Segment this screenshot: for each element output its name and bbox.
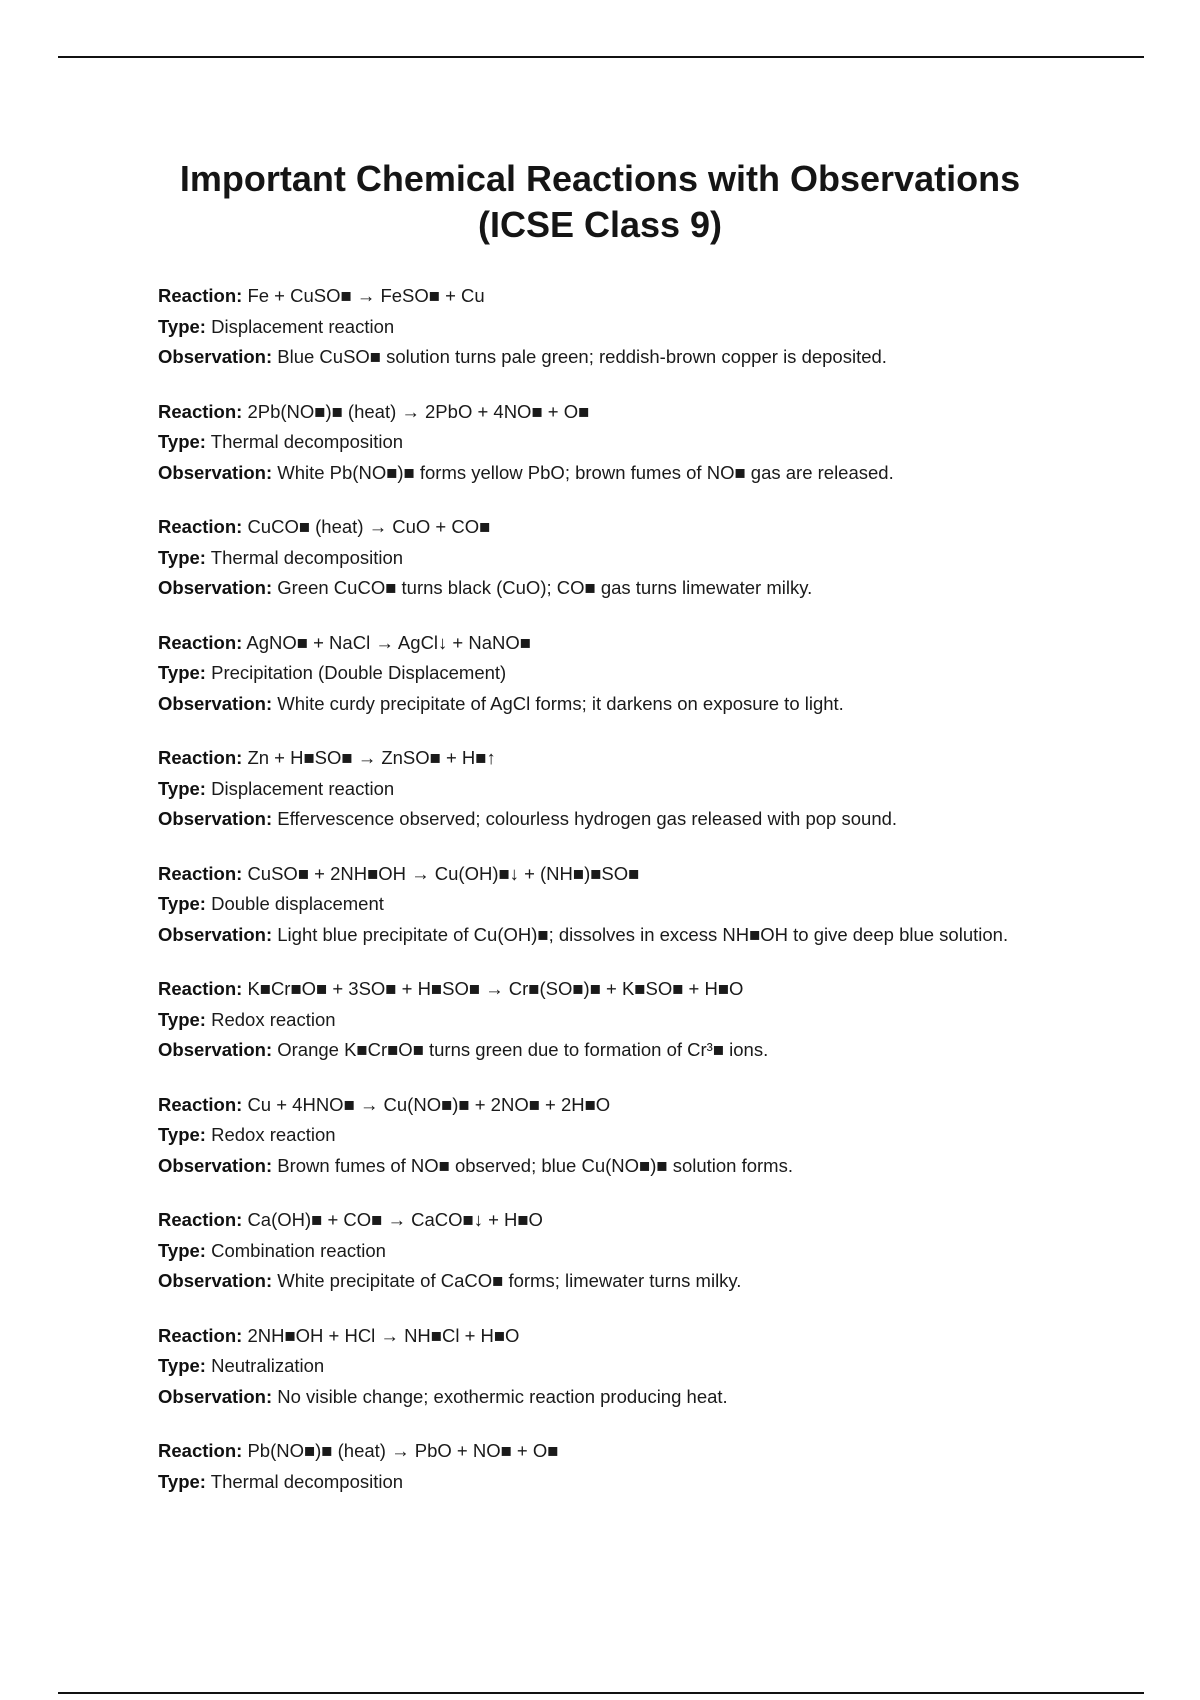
reaction-entry — [158, 628, 1042, 720]
observation-line — [158, 573, 1042, 604]
observation-label: Observation: — [158, 1385, 273, 1407]
reaction-label: Reaction: — [158, 1093, 243, 1115]
observation-label: Observation: — [158, 692, 273, 714]
type-line — [158, 427, 1042, 458]
type-line — [158, 1467, 1042, 1498]
observation-line — [158, 920, 1042, 951]
observation-text: Brown fumes of NO■ observed; blue Cu(NO■)■ solution forms. — [277, 1154, 793, 1176]
reaction-line — [158, 1205, 1042, 1236]
type-line — [158, 1236, 1042, 1267]
bottom-rule — [58, 1692, 1144, 1694]
reaction-line — [158, 1090, 1042, 1121]
reaction-entry — [158, 1090, 1042, 1182]
reaction-text: Ca(OH)■ + CO■ → CaCO■↓ + H■O — [247, 1209, 543, 1230]
type-line — [158, 1351, 1042, 1382]
observation-label: Observation: — [158, 1154, 273, 1176]
observation-text: Orange K■Cr■O■ turns green due to formation of Cr³■ ions. — [277, 1039, 769, 1060]
reaction-entry — [158, 281, 1042, 373]
observation-line — [158, 689, 1042, 720]
reaction-label: Reaction: — [158, 631, 243, 653]
observation-label: Observation: — [158, 808, 273, 829]
reaction-label: Reaction: — [158, 978, 243, 999]
type-label: Type: — [158, 1355, 206, 1376]
reaction-label: Reaction: — [158, 285, 243, 306]
reaction-label: Reaction: — [158, 1440, 243, 1461]
observation-line — [158, 342, 1042, 373]
reaction-entry — [158, 397, 1042, 489]
type-text: Thermal decomposition — [210, 1470, 404, 1492]
type-text: Precipitation (Double Displacement) — [211, 662, 507, 683]
reaction-line — [158, 974, 1042, 1005]
observation-label: Observation: — [158, 461, 273, 483]
observation-text: Green CuCO■ turns black (CuO); CO■ gas turns limewater milky. — [277, 577, 813, 598]
type-line — [158, 543, 1042, 574]
title-line-2: (ICSE Class 9) — [477, 204, 723, 245]
type-line — [158, 889, 1042, 920]
observation-label: Observation: — [158, 1270, 273, 1291]
top-rule — [58, 56, 1144, 58]
reaction-label: Reaction: — [158, 1324, 243, 1346]
type-line — [158, 312, 1042, 343]
reaction-label: Reaction: — [158, 747, 243, 768]
reaction-entry — [158, 743, 1042, 835]
observation-line — [158, 1266, 1042, 1297]
reaction-entry — [158, 1205, 1042, 1297]
reaction-text: K■Cr■O■ + 3SO■ + H■SO■ → Cr■(SO■)■ + K■SO■ + H■O — [247, 978, 744, 999]
type-label: Type: — [158, 315, 206, 337]
reaction-list — [158, 281, 1042, 1521]
type-line — [158, 1005, 1042, 1036]
observation-label: Observation: — [158, 923, 273, 945]
reaction-line — [158, 628, 1042, 659]
observation-text: No visible change; exothermic reaction producing heat. — [277, 1385, 728, 1407]
type-text: Thermal decomposition — [210, 546, 404, 568]
reaction-text: Fe + CuSO■ → FeSO■ + Cu — [247, 285, 485, 306]
type-text: Displacement reaction — [211, 315, 395, 337]
observation-text: White precipitate of CaCO■ forms; limewater turns milky. — [277, 1270, 742, 1291]
type-text: Thermal decomposition — [210, 431, 404, 452]
observation-text: Blue CuSO■ solution turns pale green; reddish-brown copper is deposited. — [277, 346, 887, 367]
type-text: Redox reaction — [211, 1008, 336, 1030]
observation-line — [158, 1035, 1042, 1066]
reaction-text: AgNO■ + NaCl → AgCl↓ + NaNO■ — [246, 631, 531, 653]
observation-line — [158, 458, 1042, 489]
reaction-line — [158, 397, 1042, 428]
type-label: Type: — [158, 662, 206, 683]
type-label: Type: — [158, 431, 206, 452]
type-label: Type: — [158, 893, 206, 914]
reaction-entry — [158, 512, 1042, 604]
type-label: Type: — [158, 1470, 206, 1492]
observation-text: White curdy precipitate of AgCl forms; it darkens on exposure to light. — [277, 692, 844, 714]
reaction-label: Reaction: — [158, 400, 243, 422]
type-text: Neutralization — [211, 1355, 325, 1376]
type-label: Type: — [158, 1124, 206, 1145]
reaction-line — [158, 1321, 1042, 1352]
type-line — [158, 1120, 1042, 1151]
reaction-entry — [158, 974, 1042, 1066]
title-line-1: Important Chemical Reactions with Observations — [179, 158, 1021, 199]
observation-line — [158, 1382, 1042, 1413]
reaction-label: Reaction: — [158, 516, 243, 537]
observation-line — [158, 804, 1042, 835]
reaction-text: CuCO■ (heat) → CuO + CO■ — [247, 516, 491, 537]
reaction-entry — [158, 1321, 1042, 1413]
observation-line — [158, 1151, 1042, 1182]
observation-label: Observation: — [158, 1039, 273, 1060]
reaction-text: Pb(NO■)■ (heat) → PbO + NO■ + O■ — [247, 1440, 559, 1461]
type-label: Type: — [158, 1239, 206, 1261]
observation-text: Light blue precipitate of Cu(OH)■; dissolves in excess NH■OH to give deep blue solution. — [277, 923, 1009, 945]
reaction-entry — [158, 859, 1042, 951]
reaction-line — [158, 1436, 1042, 1467]
type-label: Type: — [158, 1008, 206, 1030]
reaction-text: 2Pb(NO■)■ (heat) → 2PbO + 4NO■ + O■ — [247, 400, 590, 422]
reaction-text: Cu + 4HNO■ → Cu(NO■)■ + 2NO■ + 2H■O — [247, 1093, 611, 1115]
reaction-label: Reaction: — [158, 862, 243, 884]
reaction-line — [158, 512, 1042, 543]
observation-text: Effervescence observed; colourless hydrogen gas released with pop sound. — [277, 808, 898, 829]
reaction-text: Zn + H■SO■ → ZnSO■ + H■↑ — [247, 747, 496, 768]
type-text: Combination reaction — [211, 1239, 386, 1261]
reaction-line — [158, 859, 1042, 890]
reaction-line — [158, 743, 1042, 774]
type-text: Double displacement — [211, 893, 384, 914]
reaction-text: 2NH■OH + HCl → NH■Cl + H■O — [247, 1324, 520, 1346]
reaction-text: CuSO■ + 2NH■OH → Cu(OH)■↓ + (NH■)■SO■ — [247, 862, 640, 884]
observation-label: Observation: — [158, 577, 273, 598]
page-title — [100, 156, 1100, 248]
type-text: Redox reaction — [211, 1124, 336, 1145]
observation-label: Observation: — [158, 346, 273, 367]
type-label: Type: — [158, 546, 206, 568]
reaction-label: Reaction: — [158, 1209, 243, 1230]
observation-text: White Pb(NO■)■ forms yellow PbO; brown fumes of NO■ gas are released. — [277, 461, 894, 483]
type-text: Displacement reaction — [211, 777, 395, 799]
type-line — [158, 774, 1042, 805]
type-label: Type: — [158, 777, 206, 799]
reaction-line — [158, 281, 1042, 312]
type-line — [158, 658, 1042, 689]
reaction-entry — [158, 1436, 1042, 1497]
